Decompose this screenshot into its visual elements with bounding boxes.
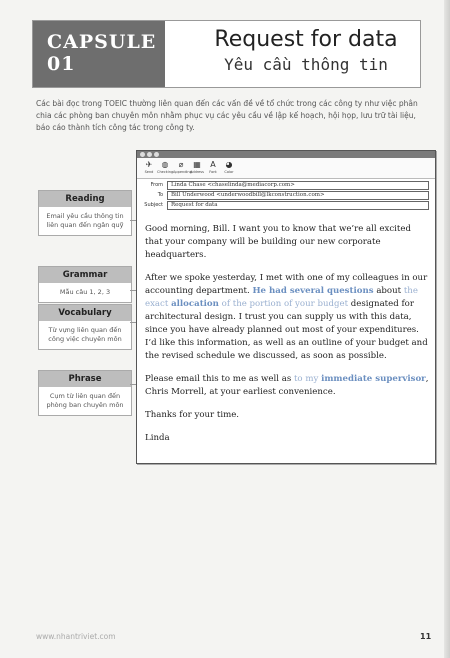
send-button[interactable]: ✈ Send (141, 160, 157, 175)
email-body[interactable] (145, 223, 429, 455)
minimize-dot-icon[interactable] (147, 152, 152, 157)
side-card-title: Grammar (39, 267, 131, 283)
highlight-phrase: immediate supervisor (321, 374, 426, 384)
color-wheel-icon: ◕ (225, 160, 233, 169)
subject-label: Subject (144, 202, 163, 208)
side-card-title: Phrase (39, 371, 131, 387)
highlight-phrase: He had several questions (252, 286, 374, 296)
paperclip-icon: ⌀ (178, 160, 184, 169)
highlight-phrase: to my (293, 374, 319, 384)
spellcheck-icon: ◍ (161, 160, 169, 169)
email-toolbar (137, 158, 435, 179)
highlight-phrase: of the portion of your budget (221, 299, 349, 309)
intro-paragraph: Các bài đọc trong TOEIC thường liên quan đến các vấn đề về tổ chức trong các công ty như việc phân chia các phòng ban chuyên môn nhằm phục vụ các yêu cầu về lập kế hoạch, hội họp, lưu trữ tài liệu, báo cáo thành tích công tác trong công ty. (36, 99, 418, 132)
highlight-phrase: the exact (145, 286, 418, 309)
side-card-desc: Mẫu câu 1, 2, 3 (59, 288, 111, 296)
capsule-badge (33, 21, 165, 87)
side-card-title: Vocabulary (39, 305, 131, 321)
side-card-title: Reading (39, 191, 131, 207)
appending-button[interactable]: ⌀ Appending (173, 160, 192, 174)
footer-url: www.nhantriviet.com (36, 632, 116, 641)
to-label: To (157, 192, 163, 198)
email-paragraph-2: After we spoke yesterday, I met with one of my colleagues in our accounting department. He had several questions about the exact allocation of the portion of your budget designated for architectural design. I trust you can supply us with this data, since you have already planned out most of your expenditures. I’d like this information, as well as an outline of your budget and the revised schedule we discussed, as soon as possible. (145, 273, 428, 361)
side-card-desc: Từ vựng liên quan đến công việc chuyên môn (48, 326, 122, 343)
zoom-dot-icon[interactable] (154, 152, 159, 157)
to-field[interactable]: Bill Underwood <underwoodbill@lkconstruction.com> (167, 191, 429, 200)
capsule-header (32, 20, 421, 88)
from-label: From (150, 182, 163, 188)
side-card-desc: Email yêu cầu thông tin liên quan đến ngân quỹ (46, 212, 124, 229)
send-icon: ✈ (145, 160, 153, 169)
page-number: 11 (420, 632, 432, 641)
email-signature: Linda (145, 433, 170, 443)
side-card-grammar (38, 266, 132, 303)
checking-button[interactable]: ◍ Checking (157, 160, 174, 174)
page-title: Request for data (214, 27, 398, 52)
from-row (137, 181, 435, 190)
address-button[interactable]: ▦ Address (190, 160, 204, 174)
book-spine (444, 0, 450, 658)
to-row (137, 191, 435, 200)
page-subtitle: Yêu cầu thông tin (224, 55, 388, 74)
from-field[interactable]: Linda Chase <chaselinda@mediacorp.com> (167, 181, 429, 190)
font-button[interactable]: A Font (205, 160, 221, 175)
side-card-desc: Cụm từ liên quan đến phòng ban chuyên môn (46, 392, 124, 409)
side-card-reading (38, 190, 132, 236)
subject-field[interactable]: Request for data (167, 201, 429, 210)
highlight-phrase: allocation (171, 299, 219, 309)
side-card-vocabulary (38, 304, 132, 350)
email-window (136, 150, 436, 464)
capsule-label: CAPSULE 01 (47, 31, 157, 75)
font-icon: A (210, 160, 216, 169)
color-button[interactable]: ◕ Color (221, 160, 237, 175)
email-paragraph-4: Thanks for your time. (145, 410, 240, 420)
side-card-phrase (38, 370, 132, 416)
window-titlebar (137, 151, 435, 158)
email-paragraph-3: Please email this to me as well as to my immediate supervisor, Chris Morrell, at your earliest convenience. (145, 374, 429, 397)
close-dot-icon[interactable] (140, 152, 145, 157)
address-book-icon: ▦ (193, 160, 201, 169)
subject-row (137, 201, 435, 210)
email-paragraph-1: Good morning, Bill. I want you to know that we’re all excited that your company will be building our new corporate headquarters. (145, 224, 411, 260)
